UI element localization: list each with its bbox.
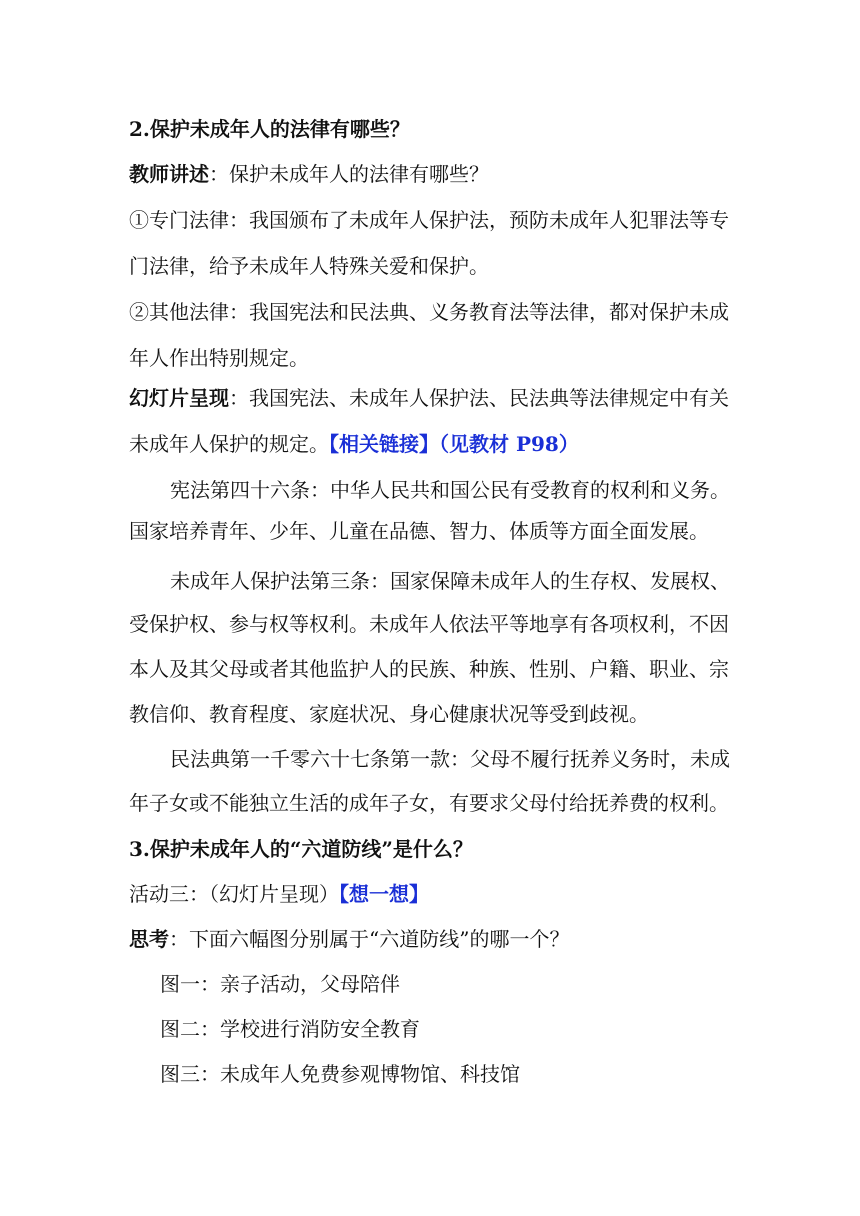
figure-item-1: 图一：亲子活动，父母陪伴: [160, 972, 400, 996]
activity-text: 活动三：（幻灯片呈现）: [129, 882, 339, 906]
slide-text-2: 未成年人保护的规定。: [129, 432, 329, 456]
related-link-tag: 【相关链接】（见教材 P98）: [329, 432, 579, 456]
teacher-paragraph: [129, 160, 489, 188]
minor-law-line-1: 未成年人保护法第三条：国家保障未成年人的生存权、发展权、: [170, 569, 730, 593]
slide-label: 幻灯片呈现: [129, 386, 229, 410]
special-law-line-2: 门法律，给予未成年人特殊关爱和保护。: [129, 254, 489, 278]
think-text: ：下面六幅图分别属于“六道防线”的哪一个？: [169, 927, 570, 951]
other-law-line-1: ②其他法律：我国宪法和民法典、义务教育法等法律，都对保护未成: [129, 300, 729, 324]
slide-paragraph-2: [129, 430, 579, 458]
think-label: 思考: [129, 927, 169, 951]
minor-law-line-2: 受保护权、参与权等权利。未成年人依法平等地享有各项权利，不因: [129, 612, 729, 636]
section-heading-q2: 2.保护未成年人的法律有哪些？: [129, 117, 410, 141]
civil-code-line-1: 民法典第一千零六十七条第一款：父母不履行抚养义务时，未成: [170, 747, 730, 771]
constitution-line-1: 宪法第四十六条：中华人民共和国公民有受教育的权利和义务。: [170, 478, 730, 502]
think-tag: 【想一想】: [339, 882, 429, 906]
figure-item-2: 图二：学校进行消防安全教育: [160, 1017, 420, 1041]
other-law-line-2: 年人作出特别规定。: [129, 346, 309, 370]
slide-paragraph: [129, 384, 729, 412]
teacher-text: ：保护未成年人的法律有哪些？: [209, 162, 489, 186]
special-law-line-1: ①专门法律：我国颁布了未成年人保护法，预防未成年人犯罪法等专: [129, 208, 729, 232]
civil-code-line-2: 年子女或不能独立生活的成年子女，有要求父母付给抚养费的权利。: [129, 791, 729, 815]
constitution-line-2: 国家培养青年、少年、儿童在品德、智力、体质等方面全面发展。: [129, 519, 709, 543]
activity-paragraph: [129, 880, 429, 908]
figure-item-3: 图三：未成年人免费参观博物馆、科技馆: [160, 1062, 520, 1086]
section-heading-q3: 3.保护未成年人的“六道防线”是什么？: [129, 837, 473, 861]
minor-law-line-3: 本人及其父母或者其他监护人的民族、种族、性别、户籍、职业、宗: [129, 657, 729, 681]
minor-law-line-4: 教信仰、教育程度、家庭状况、身心健康状况等受到歧视。: [129, 702, 649, 726]
teacher-label: 教师讲述: [129, 162, 209, 186]
slide-text: ：我国宪法、未成年人保护法、民法典等法律规定中有关: [229, 386, 729, 410]
think-paragraph: [129, 925, 569, 953]
